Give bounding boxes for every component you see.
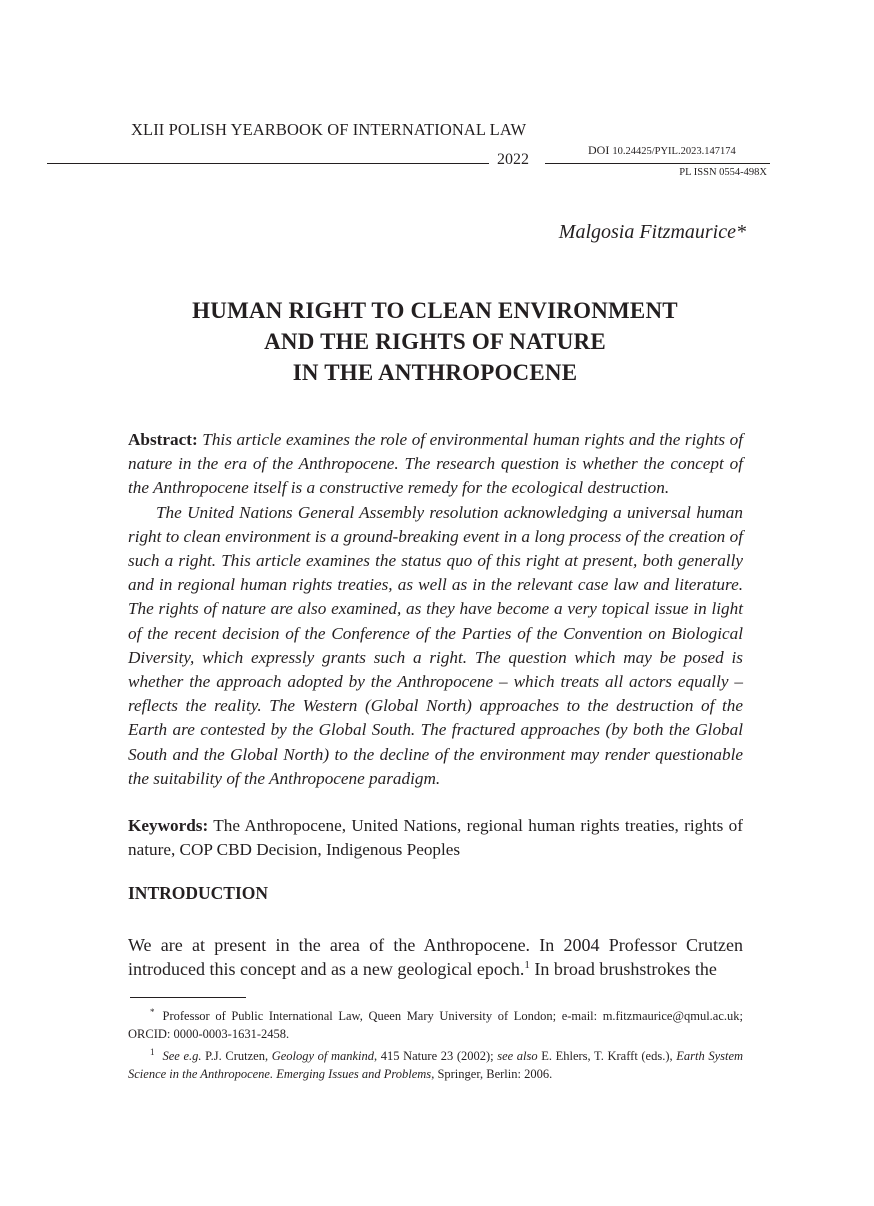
keywords-text: The Anthropocene, United Nations, regional human rights treaties, rights of nature, COP CBD Decision, Indigenous Peoples [128,816,743,860]
doi-label: DOI [588,143,610,157]
header-rule-right [545,163,770,164]
issn: PL ISSN 0554-498X [679,167,767,178]
footnote-1 [128,1043,743,1083]
title-line-1: HUMAN RIGHT TO CLEAN ENVIRONMENT [192,298,678,323]
footnote-1-mark: 1 [150,1047,155,1058]
intro-sentence: We are at present in the area of the Anthropocene. In 2004 Professor Crutzen introduced this concept and as a new geological epoch. [128,935,743,979]
title-line-3: IN THE ANTHROPOCENE [292,360,578,385]
abstract [128,428,743,791]
footnote-rule [130,997,246,998]
footnote-star [128,1003,743,1043]
footnote-1-editors: E. Ehlers, T. Krafft (eds.), [541,1049,673,1064]
abstract-paragraph-1: This article examines the role of environmental human rights and the rights of nature in the era of the Anthropocene. The research question is whether the concept of the Anthropocene itself is a constructive remedy for the ecological destruction. [128,430,744,498]
intro-continuation: In broad brushstrokes the [534,959,717,979]
header-rule-left [47,163,489,164]
introduction-text [128,933,743,981]
footnote-1-title: Geology of mankind [271,1049,375,1064]
keywords-label: Keywords: [128,816,209,835]
footnotes [128,1003,743,1083]
keywords [128,814,743,862]
footnote-1-author: P.J. Crutzen, [205,1049,269,1064]
footnote-1-see-also: see also [497,1049,538,1064]
footnote-1-book: Earth System Science in the Anthropocene. Emerging Issues and Problems [128,1049,744,1082]
abstract-label: Abstract: [128,430,198,449]
doi [588,143,736,158]
doi-value: 10.24425/PYIL.2023.147174 [612,146,736,157]
title-line-2: AND THE RIGHTS OF NATURE [264,329,606,354]
introduction-heading: INTRODUCTION [128,883,269,903]
footnote-star-text: Professor of Public International Law, Queen Mary University of London; e-mail: m.fitzmaurice@qmul.ac.uk; ORCID: 0000-0003-1631-2458. [128,1009,743,1042]
abstract-paragraph-2: The United Nations General Assembly resolution acknowledging a universal human right to clean environment is a ground-breaking event in a long process of the creation of such a right. This article examines the status quo of this right at present, both generally and in regional human rights treaties, as well as in the relevant case law and literature. The rights of nature are also examined, as they have become a very topical issue in light of the recent decision of the Conference of the Parties of the Convention on Biological Diversity, which expressly grants such a right. The question which may be posed is whether the approach adopted by the Anthropocene – which treats all actors equally – reflects the reality. The Western (Global North) approaches to the destruction of the Earth are contested by the Global South. The fractured approaches (by both the Global South and the Global North) to the decline of the environment may render questionable the suitability of the Anthropocene paradigm. [128,502,743,788]
footnote-1-publisher: , Springer, Berlin: 2006. [431,1067,553,1082]
journal-year: 2022 [497,151,529,168]
footnote-star-mark: * [150,1007,155,1017]
footnote-ref-1[interactable]: 1 [524,959,530,971]
footnote-1-see: See e.g. [162,1049,202,1064]
article-title [100,295,770,388]
footnote-1-citation: , 415 Nature 23 (2002); [374,1049,494,1064]
author-name: Malgosia Fitzmaurice* [558,221,746,243]
journal-title: XLII POLISH YEARBOOK OF INTERNATIONAL LAW [131,120,527,139]
